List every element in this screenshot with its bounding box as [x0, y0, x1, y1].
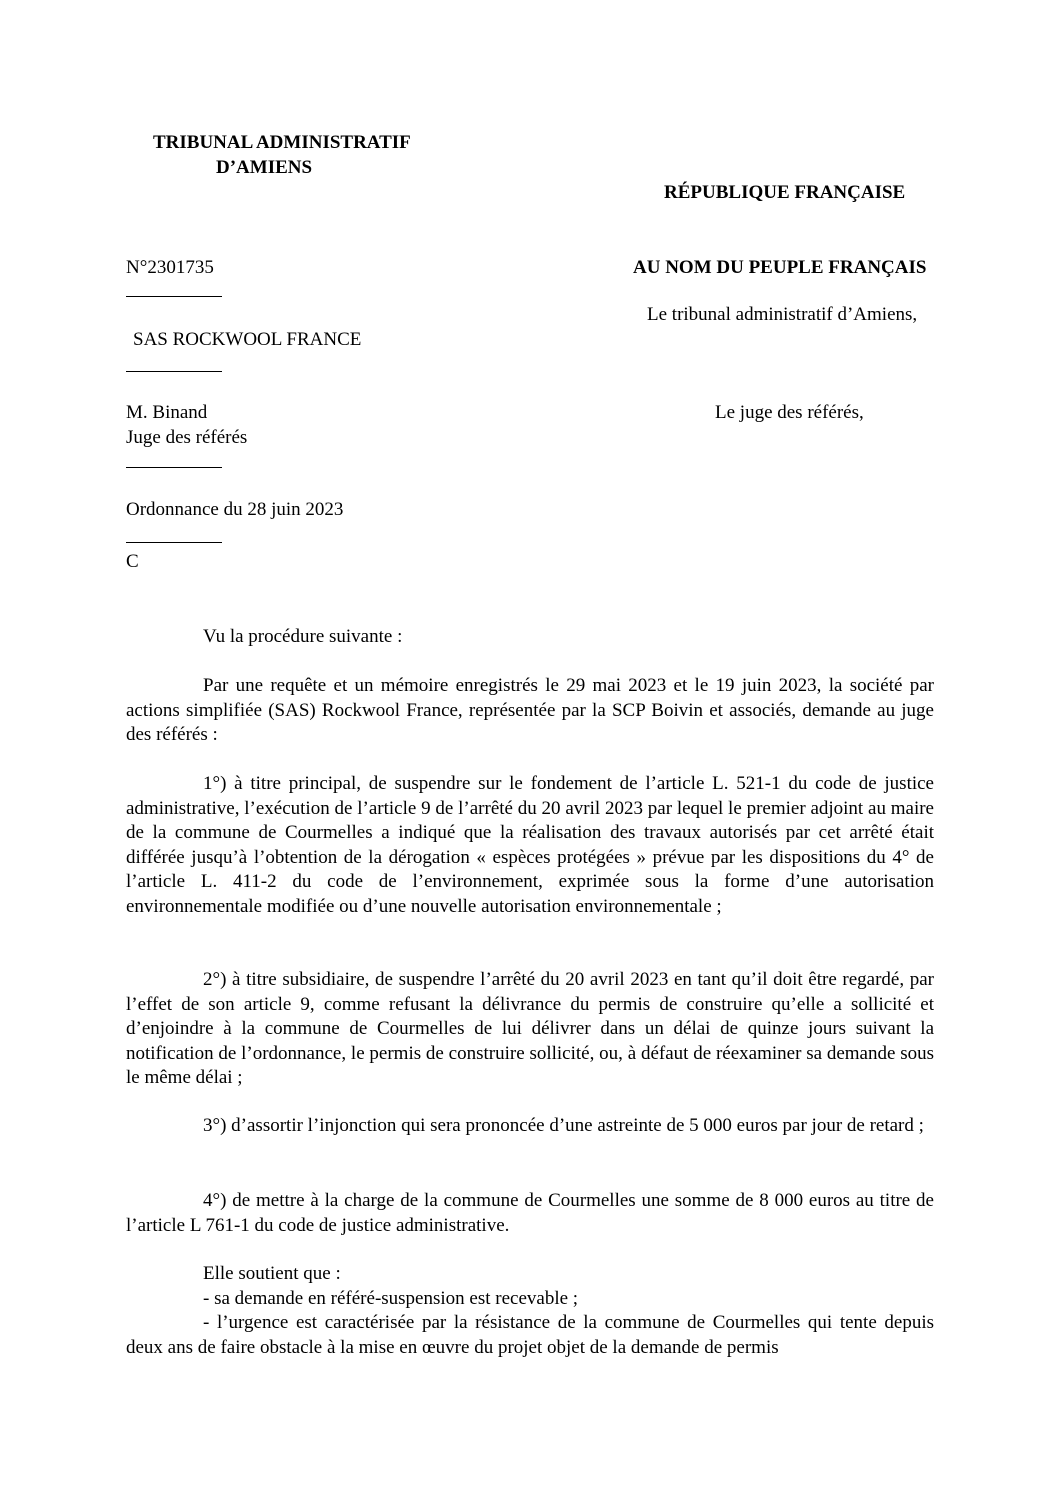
argument-item: - sa demande en référé-suspension est recevable ;	[203, 1288, 579, 1309]
in-the-name-heading: AU NOM DU PEUPLE FRANÇAIS	[633, 257, 927, 278]
paragraph-request: Par une requête et un mémoire enregistrés le 29 mai 2023 et le 19 juin 2023, la société par actions simplifiée (SAS) Rockwool France, représentée par la SCP Boivin et associés, demande au juge des référés :	[126, 675, 934, 746]
party-name: SAS ROCKWOOL FRANCE	[133, 329, 362, 350]
argument-item: - l’urgence est caractérisée par la résistance de la commune de Courmelles qui tente depuis deux ans de faire obstacle à la mise en œuvre du projet objet de la demande de permis	[126, 1312, 934, 1358]
republic-heading: RÉPUBLIQUE FRANÇAISE	[664, 182, 906, 203]
order-date: Ordonnance du 28 juin 2023	[126, 499, 344, 520]
judge-role: Juge des référés	[126, 427, 248, 448]
court-name-line1: TRIBUNAL ADMINISTRATIF	[153, 132, 411, 153]
judge-name: M. Binand	[126, 402, 208, 423]
separator-rule	[126, 371, 222, 372]
tribunal-line: Le tribunal administratif d’Amiens,	[647, 304, 918, 325]
court-name-line2: D’AMIENS	[216, 157, 313, 178]
separator-rule	[126, 296, 222, 297]
judge-title-right: Le juge des référés,	[715, 402, 864, 423]
separator-rule	[126, 467, 222, 468]
arguments-intro: Elle soutient que :	[203, 1263, 341, 1284]
paragraph-conclusion-3: 3°) d’assortir l’injonction qui sera prononcée d’une astreinte de 5 000 euros par jour de retard ;	[203, 1115, 924, 1136]
separator-rule	[126, 542, 222, 543]
procedure-intro: Vu la procédure suivante :	[203, 626, 403, 647]
case-number: N°2301735	[126, 257, 214, 278]
paragraph-conclusion-4: 4°) de mettre à la charge de la commune de Courmelles une somme de 8 000 euros au titre de l’article L 761-1 du code de justice administrative.	[126, 1190, 934, 1236]
classification-code: C	[126, 551, 139, 572]
paragraph-conclusion-2: 2°) à titre subsidiaire, de suspendre l’arrêté du 20 avril 2023 en tant qu’il doit être regardé, par l’effet de son article 9, comme refusant la délivrance du permis de construire qu’elle a sollicité et d’enjoindre à la commune de Courmelles de lui délivrer dans un délai de quinze jours suivant la notification de l’ordonnance, le permis de construire sollicité, ou, à défaut de réexaminer sa demande sous le même délai ;	[126, 969, 934, 1089]
paragraph-conclusion-1: 1°) à titre principal, de suspendre sur le fondement de l’article L. 521-1 du code de justice administrative, l’exécution de l’article 9 de l’arrêté du 20 avril 2023 par lequel le premier adjoint au maire de la commune de Courmelles a indiqué que la réalisation des travaux autorisés par cet arrêté était différée jusqu’à l’obtention de la dérogation « espèces protégées » prévue par les dispositions du 4° de l’article L. 411-2 du code de l’environnement, exprimée sous la forme d’une autorisation environnementale modifiée ou d’une nouvelle autorisation environnementale ;	[126, 773, 934, 917]
